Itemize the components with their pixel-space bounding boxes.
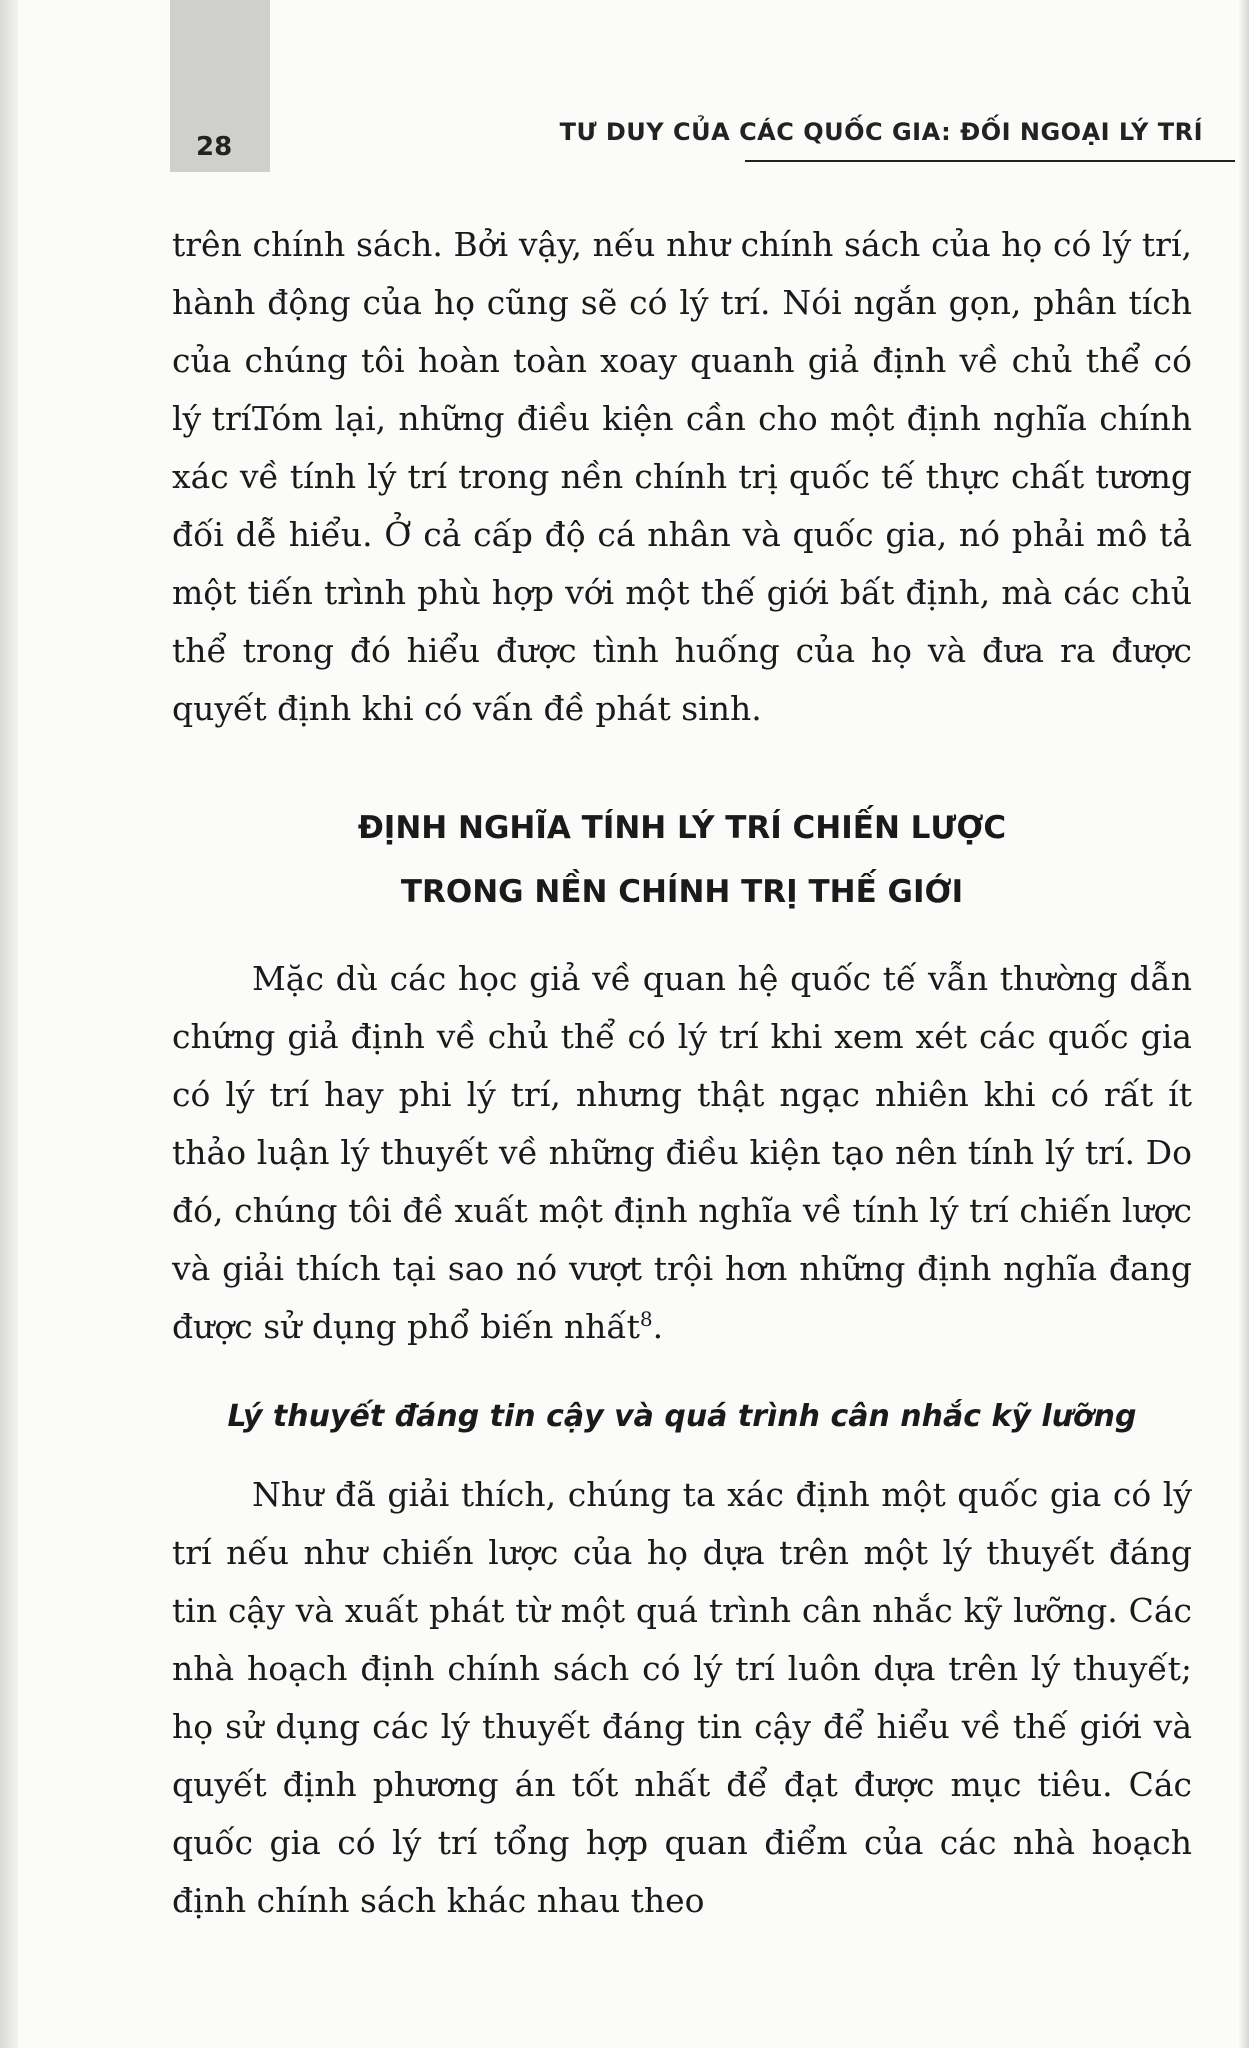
page-spine-shadow (0, 0, 18, 2048)
subsection-heading: Lý thuyết đáng tin cậy và quá trình cân nhắc kỹ lưỡng (227, 1399, 1137, 1434)
paragraph-3-end: . (652, 1307, 664, 1346)
running-title: TƯ DUY CỦA CÁC QUỐC GIA: ĐỐI NGOẠI LÝ TRÍ (559, 118, 1203, 146)
paragraph-3-text: Mặc dù các học giả về quan hệ quốc tế vẫn thường dẫn chứng giả định về chủ thể có lý trí khi xem xét các quốc gia có lý trí hay phi lý trí, nhưng thật ngạc nhiên khi có rất ít thảo luận lý thuyết về những điều kiện tạo nên tính lý trí. Do đó, chúng tôi đề xuất một định nghĩa về tính lý trí chiến lược và giải thích tại sao nó vượt trội hơn những định nghĩa đang được sử dụng phổ biến nhất (172, 959, 1192, 1346)
page-edge-shadow (1237, 0, 1249, 2048)
header-rule (745, 160, 1235, 162)
section-heading-line-1: ĐỊNH NGHĨA TÍNH LÝ TRÍ CHIẾN LƯỢC (357, 810, 1007, 846)
paragraph-2: Tóm lại, những điều kiện cần cho một định nghĩa chính xác về tính lý trí trong nền chính trị quốc tế thực chất tương đối dễ hiểu. Ở cả cấp độ cá nhân và quốc gia, nó phải mô tả một tiến trình phù hợp với một thế giới bất định, mà các chủ thể trong đó hiểu được tình huống của họ và đưa ra được quyết định khi có vấn đề phát sinh. (172, 399, 1192, 728)
page-number: 28 (196, 132, 233, 162)
section-heading (172, 796, 1192, 924)
paragraph-3 (172, 950, 1192, 1356)
paragraph-1: trên chính sách. Bởi vậy, nếu như chính sách của họ có lý trí, hành động của họ cũng sẽ có lý trí. Nói ngắn gọn, phân tích của chúng tôi hoàn toàn xoay quanh giả định về chủ thể có lý trí. (172, 225, 1192, 438)
paragraph-4: Như đã giải thích, chúng ta xác định một quốc gia có lý trí nếu như chiến lược của họ dựa trên một lý thuyết đáng tin cậy và xuất phát từ một quá trình cân nhắc kỹ lưỡng. Các nhà hoạch định chính sách có lý trí luôn dựa trên lý thuyết; họ sử dụng các lý thuyết đáng tin cậy để hiểu về thế giới và quyết định phương án tốt nhất để đạt được mục tiêu. Các quốc gia có lý trí tổng hợp quan điểm của các nhà hoạch định chính sách khác nhau theo (172, 1475, 1192, 1920)
section-heading-line-2: TRONG NỀN CHÍNH TRỊ THẾ GIỚI (400, 874, 964, 910)
footnote-marker: 8 (639, 1307, 653, 1331)
